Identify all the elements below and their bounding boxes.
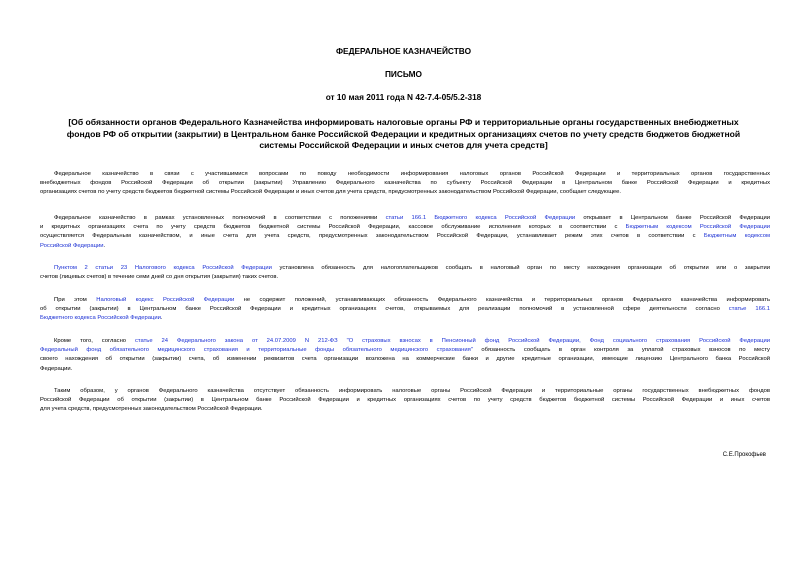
- link-budget-code-2-cont[interactable]: Российской Федерации: [40, 242, 104, 249]
- text-line: [40, 214, 770, 223]
- text-line: [40, 314, 770, 323]
- document-title: [50, 117, 757, 152]
- link-federal-law-212-fz[interactable]: статье 24 Федерального закона от 24.07.2009 N 212-ФЗ "О страховых взносах в Пенсионный фонд Российской Федерации, Фонд социального страхования Российской Федерации: [134, 338, 770, 344]
- text-line: [40, 305, 770, 314]
- text-line: [40, 296, 770, 305]
- text-line: Таким образом, у органов Федерального казначейства отсутствует обязанность информировать налоговые органы Российской Федерации и территориальные органы государственных внебюджетных фондов: [54, 388, 770, 394]
- paragraph-5: [40, 337, 770, 374]
- text-line: [40, 223, 770, 232]
- link-article-166-1-cont[interactable]: Бюджетного кодекса Российской Федерации: [40, 315, 161, 322]
- paragraph-3: [40, 264, 770, 282]
- text-segment: открывает в Центральном банке Российской Федерации: [575, 215, 770, 221]
- signature: С.Е.Прокофьев: [722, 452, 766, 458]
- text-line: организациях счетов по учету средств бюджетов бюджетной системы Российской Федерации и иных счетов для учета средств, предусмотренных законодательством Российской Федерации, сообщает следующее.: [40, 189, 622, 196]
- text-segment: Федеральное казначейство в рамках установленных полномочий в соответствии с положениями: [54, 215, 386, 221]
- paragraph-6: [40, 387, 770, 415]
- paragraph-2: [40, 214, 770, 251]
- text-line: Российской Федерации об открытии (закрытии) в Центральном банке Российской Федерации и кредитных организациях счетов по учету средств бюджетов бюджетной системы Российской Федерации и иных счетов: [40, 397, 770, 404]
- link-federal-law-212-fz-cont[interactable]: Федеральный фонд обязательного медицинского страхования и территориальные фонды обязательного медицинского страхования": [40, 347, 473, 354]
- text-segment: .: [160, 315, 163, 322]
- title-line: [Об обязанности органов Федерального Казначейства информировать налоговые органы РФ и территориальные органы государственных внебюджетных: [68, 117, 739, 127]
- title-line: фондов РФ об открытии (закрытии) в Центральном банке Российской Федерации и кредитных организациях счетов по учету средств бюджетов бюджетной: [66, 128, 741, 139]
- text-segment: осуществляется Федеральным казначейством, и иные счета для учета средств, предусмотренных законодательством Российской Федерации, устанавливает режим этих счетов в соответствии с: [40, 233, 704, 240]
- text-line: [40, 337, 770, 346]
- text-segment: об открытии (закрытии) в Центральном банке Российской Федерации и кредитных организациях счетов, открываемых для реализации полномочий в установленной сфере деятельности согласно: [40, 306, 729, 313]
- link-budget-code-article-166-1[interactable]: статьи 166.1 Бюджетного кодекса Российской Федерации: [385, 215, 576, 221]
- text-segment: .: [103, 242, 106, 249]
- paragraph-4: [40, 296, 770, 324]
- link-budget-code-2[interactable]: Бюджетным кодексом: [703, 233, 770, 240]
- agency-name: ФЕДЕРАЛЬНОЕ КАЗНАЧЕЙСТВО: [335, 46, 472, 56]
- document-date-number: от 10 мая 2011 года N 42-7.4-05/5.2-318: [325, 92, 482, 102]
- link-article-166-1[interactable]: статье 166.1: [728, 306, 770, 313]
- text-segment: установлена обязанность для налогоплательщиков сообщать в налоговый орган по месту нахождения организации об открытии или о закрытии: [271, 265, 770, 271]
- text-segment: не содержит положений, устанавливающих обязанность Федерального казначейства и территориальных органов Федерального казначейства информировать: [234, 297, 770, 303]
- link-budget-code[interactable]: Бюджетным кодексом Российской Федерации: [625, 224, 770, 231]
- text-line: [40, 232, 770, 241]
- text-segment: При этом: [54, 297, 97, 303]
- text-segment: Кроме того, согласно: [54, 338, 135, 344]
- link-tax-code[interactable]: Налоговый кодекс Российской Федерации: [96, 297, 235, 303]
- text-line: внебюджетных фондов Российской Федерации об открытии (закрытии) Управлению Федерального казначейства по субъекту Российской Федерации в Центральном банке Российской Федерации и кредитных: [40, 180, 770, 187]
- text-line: счетов (лицевых счетов) в течение семи дней со дня открытия (закрытия) таких счетов.: [40, 274, 279, 281]
- text-line: своего нахождения об открытии (закрытии) счета, об изменении реквизитов счета организации возложена на коммерческие банки и другие кредитные организации, имеющие лицензию Центрального банка Российской: [40, 356, 770, 363]
- text-segment: обязанность сообщать в орган контроля за уплатой страховых взносов по месту: [472, 347, 770, 354]
- paragraph-1: [40, 170, 770, 198]
- title-line: системы Российской Федерации и иных счетов для учета средств]: [259, 140, 548, 150]
- text-line: Федерации.: [40, 365, 73, 372]
- text-line: [40, 264, 770, 273]
- text-segment: и кредитных организациях счета по учету средств бюджетов бюджетной системы Российской Федерации, кассовое обслуживание исполнения которых в соответствии с: [40, 224, 626, 231]
- link-tax-code-article-23[interactable]: Пунктом 2 статьи 23 Налогового кодекса Российской Федерации: [54, 265, 272, 271]
- document-type: ПИСЬМО: [384, 69, 423, 79]
- text-line: Федеральное казначейство в связи с участившимися вопросами по поводу необходимости информирования налоговых органов Российской Федерации и территориальных органов государственных: [54, 171, 770, 177]
- text-line: для учета средств, предусмотренных законодательством Российской Федерации.: [40, 406, 263, 413]
- text-line: [40, 242, 770, 251]
- text-line: [40, 346, 770, 355]
